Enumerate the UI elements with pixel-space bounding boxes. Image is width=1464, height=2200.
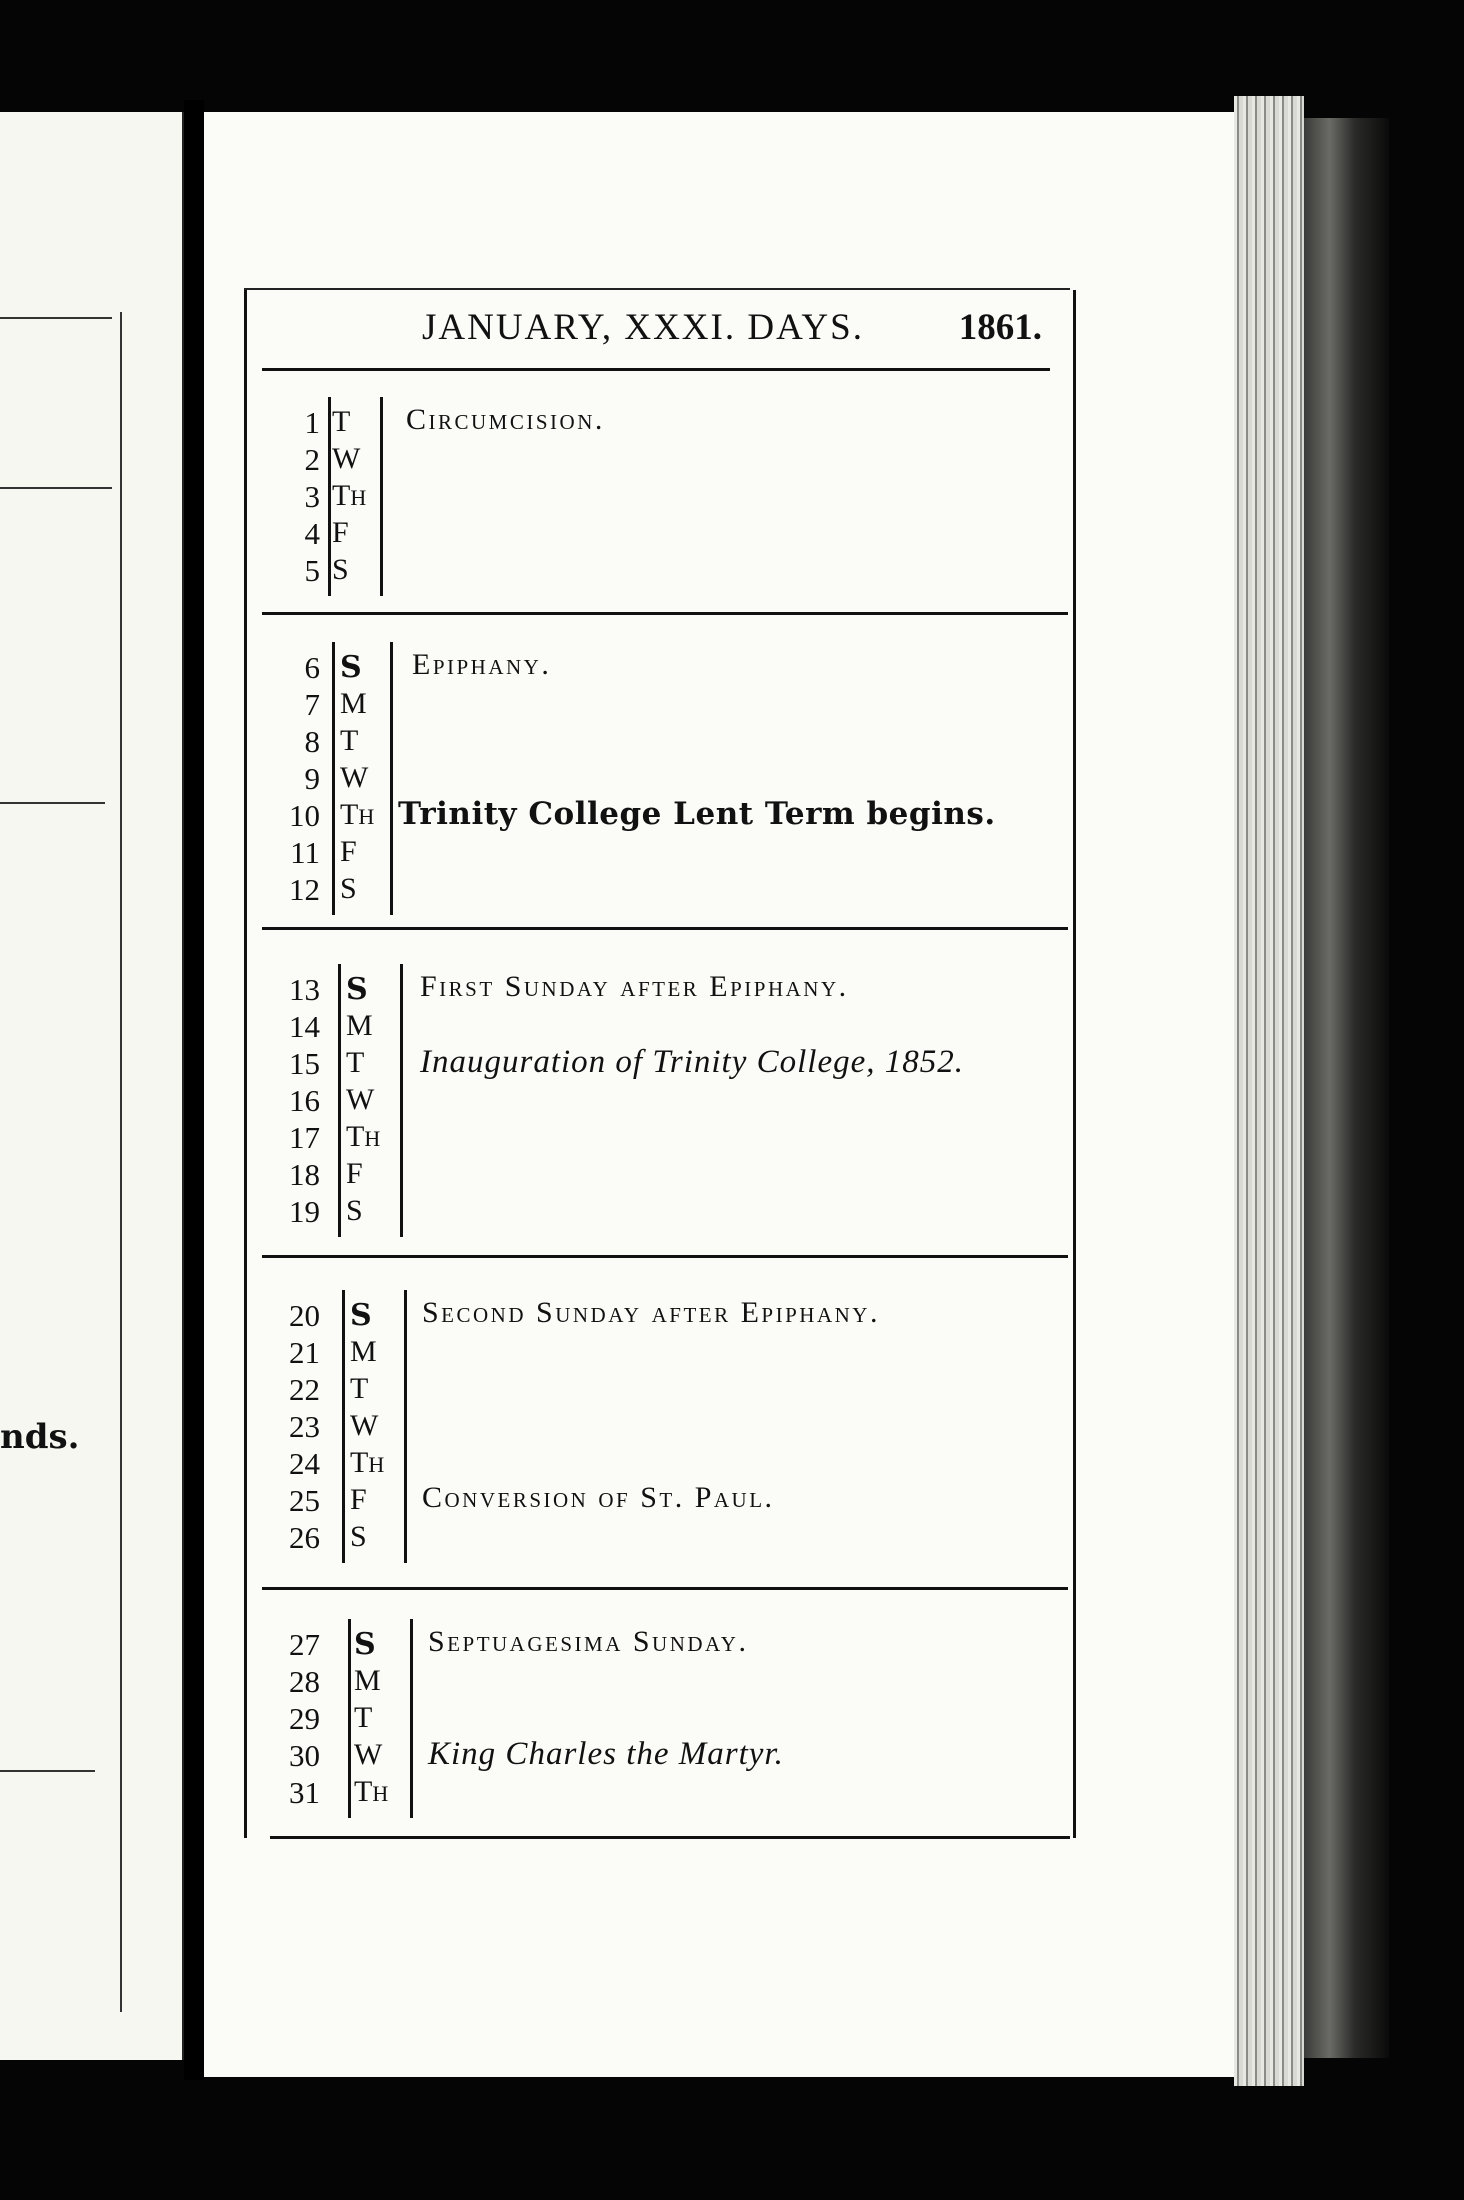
day-number: 6 bbox=[304, 650, 320, 685]
day-row bbox=[262, 872, 1068, 909]
day-number: 10 bbox=[289, 798, 320, 833]
calendar-bottom-rule bbox=[270, 1836, 1070, 1839]
day-row bbox=[262, 1701, 1068, 1738]
day-number: 7 bbox=[304, 687, 320, 722]
day-row bbox=[262, 1446, 1068, 1483]
calendar-event: Epiphany. bbox=[412, 648, 552, 681]
day-number: 20 bbox=[289, 1298, 320, 1333]
weekday-abbrev: M bbox=[346, 1009, 373, 1042]
weekday-abbrev: T bbox=[354, 1701, 373, 1734]
day-row bbox=[262, 724, 1068, 761]
day-number: 8 bbox=[304, 724, 320, 759]
weekday-abbrev: F bbox=[346, 1157, 363, 1190]
weekday-abbrev: S bbox=[340, 650, 362, 685]
day-number: 15 bbox=[289, 1046, 320, 1081]
day-row bbox=[262, 1664, 1068, 1701]
day-number: 11 bbox=[290, 835, 320, 870]
day-number: 28 bbox=[289, 1664, 320, 1699]
day-row bbox=[262, 835, 1068, 872]
weekday-abbrev: M bbox=[350, 1335, 377, 1368]
day-number: 2 bbox=[304, 442, 320, 477]
weekday-abbrev: TH bbox=[332, 479, 367, 512]
weekday-abbrev: S bbox=[346, 1194, 363, 1227]
weekday-abbrev: F bbox=[332, 516, 349, 549]
day-number: 5 bbox=[304, 553, 320, 588]
day-row bbox=[262, 687, 1068, 724]
calendar-event: First Sunday after Epiphany. bbox=[420, 970, 849, 1003]
week-block bbox=[262, 1590, 1068, 1836]
left-page-rule bbox=[0, 1770, 95, 1772]
calendar-event: Second Sunday after Epiphany. bbox=[422, 1296, 880, 1329]
book-gutter bbox=[184, 100, 204, 2080]
weekday-abbrev: S bbox=[350, 1520, 367, 1553]
weekday-abbrev: S bbox=[354, 1627, 376, 1662]
left-page-rule bbox=[0, 487, 112, 489]
day-row bbox=[262, 1520, 1068, 1557]
day-number: 18 bbox=[289, 1157, 320, 1192]
weekday-abbrev: W bbox=[332, 442, 361, 475]
weekday-abbrev: S bbox=[340, 872, 357, 905]
day-number: 21 bbox=[289, 1335, 320, 1370]
day-number: 31 bbox=[289, 1775, 320, 1810]
day-row bbox=[262, 650, 1068, 687]
day-number: 29 bbox=[289, 1701, 320, 1736]
weekday-abbrev: T bbox=[350, 1372, 369, 1405]
weekday-abbrev: W bbox=[346, 1083, 375, 1116]
day-number: 27 bbox=[289, 1627, 320, 1662]
day-number: 14 bbox=[289, 1009, 320, 1044]
day-number: 12 bbox=[289, 872, 320, 907]
day-number: 13 bbox=[289, 972, 320, 1007]
week-block bbox=[262, 1258, 1068, 1590]
week-block bbox=[262, 615, 1068, 930]
weekday-abbrev: T bbox=[332, 405, 351, 438]
day-number: 25 bbox=[289, 1483, 320, 1518]
left-page-rule bbox=[0, 802, 105, 804]
day-row bbox=[262, 1335, 1068, 1372]
year-label: 1861. bbox=[958, 307, 1042, 348]
day-row bbox=[262, 1120, 1068, 1157]
day-number: 4 bbox=[304, 516, 320, 551]
weekday-abbrev: T bbox=[346, 1046, 365, 1079]
left-page-rule bbox=[0, 317, 112, 319]
day-row bbox=[262, 1157, 1068, 1194]
day-number: 1 bbox=[304, 405, 320, 440]
weekday-abbrev: S bbox=[346, 972, 368, 1007]
day-row bbox=[262, 405, 1068, 442]
day-number: 16 bbox=[289, 1083, 320, 1118]
page-edges bbox=[1234, 96, 1304, 2086]
week-block bbox=[262, 930, 1068, 1258]
weekday-abbrev: TH bbox=[350, 1446, 385, 1479]
facing-left-page bbox=[0, 112, 186, 2060]
weekday-abbrev: TH bbox=[346, 1120, 381, 1153]
day-number: 19 bbox=[289, 1194, 320, 1229]
day-number: 22 bbox=[289, 1372, 320, 1407]
day-row bbox=[262, 442, 1068, 479]
weekday-abbrev: F bbox=[340, 835, 357, 868]
day-row bbox=[262, 1083, 1068, 1120]
day-row bbox=[262, 1775, 1068, 1812]
week-block bbox=[262, 375, 1068, 615]
weekday-abbrev: TH bbox=[340, 798, 375, 831]
weekday-abbrev: S bbox=[350, 1298, 372, 1333]
calendar-event: Inauguration of Trinity College, 1852. bbox=[420, 1044, 965, 1080]
weekday-abbrev: M bbox=[340, 687, 367, 720]
day-row bbox=[262, 516, 1068, 553]
weekday-abbrev: W bbox=[340, 761, 369, 794]
weekday-abbrev: TH bbox=[354, 1775, 389, 1808]
left-page-frame-line bbox=[120, 312, 122, 2012]
weekday-abbrev: W bbox=[354, 1738, 383, 1771]
left-page-text-fragment: nds. bbox=[0, 1417, 80, 1457]
weekday-abbrev: T bbox=[340, 724, 359, 757]
book-cover-edge bbox=[1304, 118, 1389, 2058]
header-rule bbox=[262, 368, 1050, 371]
calendar-header bbox=[244, 296, 1070, 366]
day-row bbox=[262, 553, 1068, 590]
weekday-abbrev: W bbox=[350, 1409, 379, 1442]
calendar-event: Conversion of St. Paul. bbox=[422, 1481, 775, 1514]
weekday-abbrev: S bbox=[332, 553, 349, 586]
day-number: 3 bbox=[304, 479, 320, 514]
calendar-event: Septuagesima Sunday. bbox=[428, 1625, 749, 1658]
day-row bbox=[262, 1372, 1068, 1409]
month-title: JANUARY, XXXI. DAYS. bbox=[422, 307, 864, 348]
day-number: 24 bbox=[289, 1446, 320, 1481]
day-row bbox=[262, 1009, 1068, 1046]
calendar-event: King Charles the Martyr. bbox=[428, 1736, 784, 1772]
day-row bbox=[262, 1194, 1068, 1231]
calendar-event: Trinity College Lent Term begins. bbox=[398, 796, 996, 832]
day-number: 26 bbox=[289, 1520, 320, 1555]
day-number: 23 bbox=[289, 1409, 320, 1444]
day-number: 17 bbox=[289, 1120, 320, 1155]
calendar-event: Circumcision. bbox=[406, 403, 605, 436]
weekday-abbrev: F bbox=[350, 1483, 367, 1516]
weekday-abbrev: M bbox=[354, 1664, 381, 1697]
day-row bbox=[262, 479, 1068, 516]
day-number: 30 bbox=[289, 1738, 320, 1773]
day-row bbox=[262, 1409, 1068, 1446]
day-row bbox=[262, 761, 1068, 798]
day-number: 9 bbox=[304, 761, 320, 796]
